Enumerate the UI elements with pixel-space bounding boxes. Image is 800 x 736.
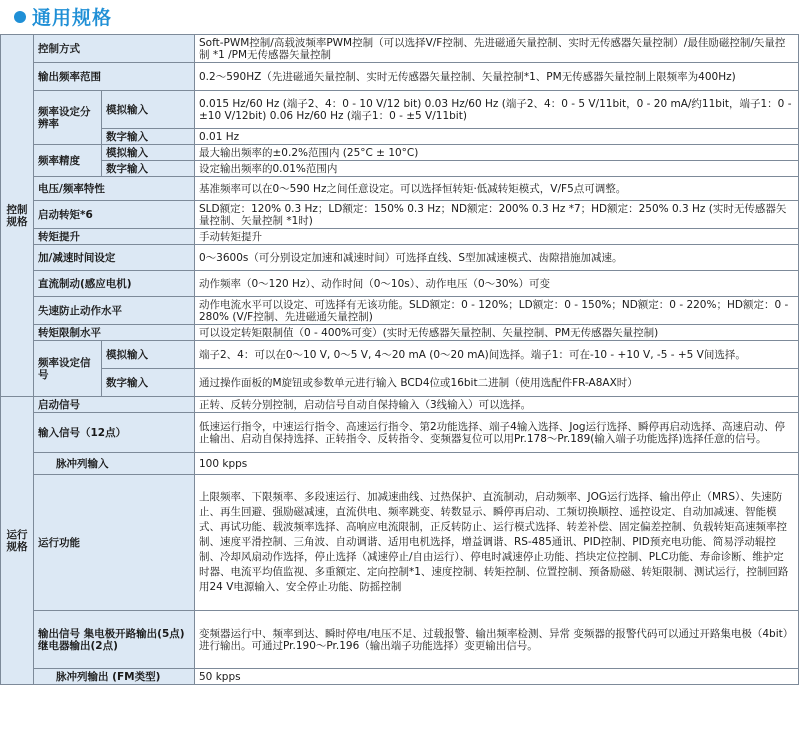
row-label: 转矩提升 [34,229,195,245]
row-value: 通过操作面板的M旋钮或参数单元进行输入 BCD4位或16bit二进制（使用选配件FR-A8AX时） [195,369,799,397]
row-value: 基准频率可以在0～590 Hz之间任意设定。可以选择恒转矩·低减转矩模式，V/F5点可调整。 [195,177,799,201]
row-value: 0.01 Hz [195,129,799,145]
row-value: 可以设定转矩限制值（0 - 400%可变）(实时无传感器矢量控制、矢量控制、PM无传感器矢量控制) [195,325,799,341]
table-row [1,91,799,129]
table-row [1,35,799,63]
row-label: 脉冲列输入 [34,453,195,475]
row-label: 加/减速时间设定 [34,245,195,271]
row-label: 转矩限制水平 [34,325,195,341]
row-value: 0.2～590HZ（先进磁通矢量控制、实时无传感器矢量控制、矢量控制*1、PM无传感器矢量控制上限频率为400Hz) [195,63,799,91]
sub-label: 数字输入 [102,129,195,145]
table-row [1,245,799,271]
row-value: 低速运行指令，中速运行指令、高速运行指令、第2功能选择、端子4输入选择、Jog运行选择、瞬停再启动选择、高速启动、停止输出、启动自保持选择、正转指令、反转指令、变频器复位可以用Pr.178～Pr.189(输入端子功能选择)选择任意的信号。 [195,413,799,453]
table-row [1,475,799,611]
table-row [1,397,799,413]
row-label: 失速防止动作水平 [34,297,195,325]
row-label: 直流制动(感应电机) [34,271,195,297]
row-value: 上限频率、下限频率、多段速运行、加减速曲线、过热保护、直流制动，启动频率、JOG运行选择、输出停止（MRS）、失速防止、再生回避、强励磁减速，直流供电、频率跳变、转数显示、瞬停再启动、工频切换顺控、遥控设定、自动加减速、智能模式、再试功能、载波频率选择、高响应电流限制，正反转防止、运行模式选择、转差补偿、固定偏差控制、负载转矩高速频率控制、速度平滑控制、三角波、自动调谐、适用电机选择，增益调谐、RS-485通讯、PID控制、PID预充电功能、简易浮动辊控制、冷却风扇动作选择，停止选择（减速停止/自由运行）、停电时减速停止功能、挡块定位控制、PLC功能、寿命诊断、维护定时器、电流平均值监视、多重额定、定向控制*1、速度控制、转矩控制、位置控制、预备励磁、转矩限制、测试运行，控制回路用24 V电源输入、安全停止功能、防摇控制 [195,475,799,611]
table-row [1,271,799,297]
row-label: 频率设定信号 [34,341,102,397]
table-row [1,611,799,669]
row-label: 运行功能 [34,475,195,611]
table-row [1,145,799,161]
sub-label: 模拟输入 [102,91,195,129]
table-row [1,177,799,201]
table-row [1,161,799,177]
row-value: 100 kpps [195,453,799,475]
table-row [1,63,799,91]
sub-label: 数字输入 [102,161,195,177]
row-value: 0～3600s（可分别设定加速和减速时间）可选择直线、S型加减速模式、齿隙措施加减速。 [195,245,799,271]
table-row [1,129,799,145]
row-value: 设定输出频率的0.01%范围内 [195,161,799,177]
table-row [1,453,799,475]
sub-label: 模拟输入 [102,145,195,161]
row-value: SLD额定：120% 0.3 Hz；LD额定：150% 0.3 Hz；ND额定：200% 0.3 Hz *7；HD额定：250% 0.3 Hz (实时无传感器矢量控制、矢量控制 *1时) [195,201,799,229]
row-label: 输出信号 集电极开路输出(5点) 继电器输出(2点) [34,611,195,669]
row-label: 电压/频率特性 [34,177,195,201]
row-value: 50 kpps [195,669,799,685]
row-label: 输出频率范围 [34,63,195,91]
title-bar [0,0,800,32]
row-label: 频率精度 [34,145,102,177]
table-row [1,413,799,453]
group-label-control: 控制规格 [1,35,34,397]
row-label: 输入信号（12点） [34,413,195,453]
spec-table [0,34,799,685]
table-row [1,229,799,245]
table-row [1,341,799,369]
row-value: 0.015 Hz/60 Hz (端子2、4：0 - 10 V/12 bit) 0.03 Hz/60 Hz (端子2、4：0 - 5 V/11bit，0 - 20 mA/约11bit，端子1：0 - ±10 V/12bit) 0.06 Hz/60 Hz (端子1：0 - ±5 V/11bit) [195,91,799,129]
table-row [1,297,799,325]
table-row [1,369,799,397]
row-label: 启动信号 [34,397,195,413]
row-label: 启动转矩*6 [34,201,195,229]
row-value: 最大输出频率的±0.2%范围内 (25°C ± 10°C) [195,145,799,161]
table-row [1,325,799,341]
row-value: Soft-PWM控制/高载波频率PWM控制（可以选择V/F控制、先进磁通矢量控制、实时无传感器矢量控制）/最佳励磁控制/矢量控制 *1 /PM无传感器矢量控制 [195,35,799,63]
row-value: 变频器运行中、频率到达、瞬时停电/电压不足、过载报警、输出频率检测、异常 变频器的报警代码可以通过开路集电极（4bit）进行输出。可通过Pr.190～Pr.196（输出端子功能选择）变更输出信号。 [195,611,799,669]
row-value: 动作电流水平可以设定、可选择有无该功能。SLD额定：0 - 120%；LD额定：0 - 150%；ND额定：0 - 220%；HD额定：0 - 280% (V/F控制、先进磁通矢量控制) [195,297,799,325]
row-label: 频率设定分辨率 [34,91,102,145]
row-value: 正转、反转分别控制，启动信号自动自保持输入（3线输入）可以选择。 [195,397,799,413]
group-label-operation: 运行规格 [1,397,34,685]
page-title: 通用规格 [32,7,113,29]
table-row [1,669,799,685]
row-value: 端子2、4：可以在0～10 V, 0～5 V, 4～20 mA (0～20 mA)间选择。端子1：可在-10 - +10 V, -5 - +5 V间选择。 [195,341,799,369]
row-value: 动作频率（0～120 Hz）、动作时间（0～10s）、动作电压（0～30%）可变 [195,271,799,297]
row-label: 控制方式 [34,35,195,63]
sub-label: 模拟输入 [102,341,195,369]
row-value: 手动转矩提升 [195,229,799,245]
table-row [1,201,799,229]
row-label: 脉冲列输出 (FM类型) [34,669,195,685]
bullet-dot-icon [14,11,26,23]
sub-label: 数字输入 [102,369,195,397]
